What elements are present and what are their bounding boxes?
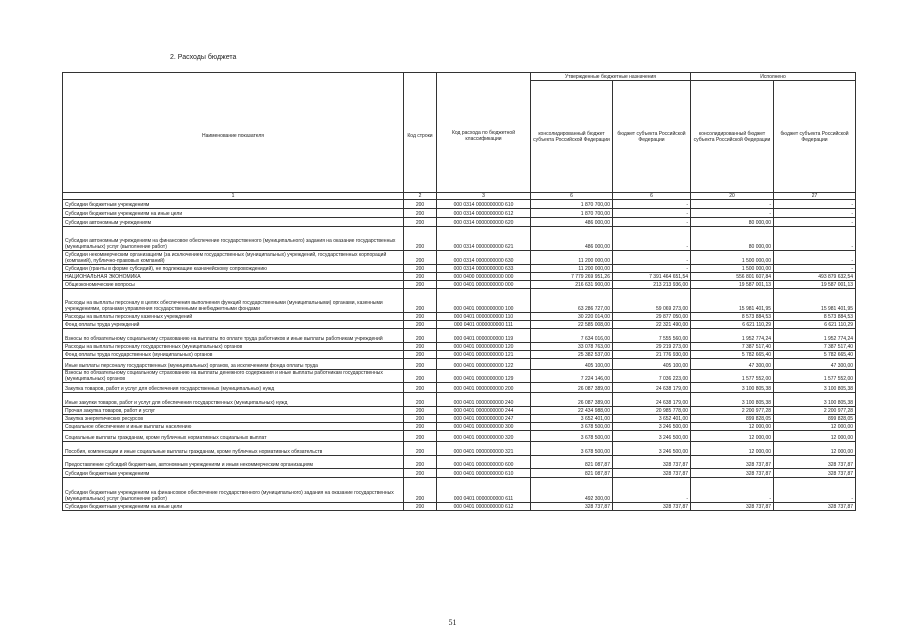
row-consolidated-executed: 15 981 401,95 — [691, 289, 774, 313]
row-name: Субсидии бюджетным учреждениям — [63, 469, 404, 478]
table-row — [63, 469, 856, 478]
row-subject-executed: 899 828,05 — [774, 415, 856, 423]
row-consolidated-approved: 3 652 401,00 — [531, 415, 613, 423]
table-row — [63, 503, 856, 511]
row-subject-approved: 3 246 500,00 — [613, 423, 691, 431]
row-subject-executed: 12 000,00 — [774, 423, 856, 431]
row-name: Расходы на выплаты персоналу в целях обеспечения выполнения функций государственными (муниципальными) органами, казенными учреждениями, органами управления государственными внебюджетными фондами — [63, 289, 404, 313]
table-row — [63, 329, 856, 343]
row-budget-code: 000 0401 0000000000 247 — [437, 415, 531, 423]
row-subject-executed: 12 000,00 — [774, 442, 856, 456]
table-row — [63, 343, 856, 351]
row-consolidated-executed: 328 737,87 — [691, 469, 774, 478]
row-consolidated-executed: 3 100 805,38 — [691, 393, 774, 407]
header-number-row — [63, 193, 856, 200]
row-budget-code: 000 0401 0000000000 244 — [437, 407, 531, 415]
row-subject-approved: 213 213 936,00 — [613, 281, 691, 289]
row-subject-executed: - — [774, 251, 856, 265]
row-code: 200 — [404, 383, 437, 393]
row-consolidated-executed: 7 387 517,40 — [691, 343, 774, 351]
table-row — [63, 393, 856, 407]
row-code: 200 — [404, 321, 437, 329]
row-budget-code: 000 0401 0000000000 120 — [437, 343, 531, 351]
row-name: Фонд оплаты труда государственных (муниципальных) органов — [63, 351, 404, 359]
row-subject-executed: 19 587 001,13 — [774, 281, 856, 289]
header-group-row — [63, 73, 856, 81]
row-name: Общеэкономические вопросы — [63, 281, 404, 289]
table-row — [63, 456, 856, 469]
row-code: 200 — [404, 289, 437, 313]
row-budget-code: 000 0401 0000000000 119 — [437, 329, 531, 343]
row-consolidated-executed: 328 737,87 — [691, 456, 774, 469]
header-subject-approved: бюджет субъекта Российской Федерации — [613, 81, 691, 193]
row-subject-approved: 3 246 500,00 — [613, 431, 691, 442]
header-consolidated-approved: консолидированный бюджет субъекта Российской Федерации — [531, 81, 613, 193]
row-consolidated-approved: 7 634 016,00 — [531, 329, 613, 343]
row-budget-code: 000 0401 0000000000 600 — [437, 456, 531, 469]
row-subject-approved: - — [613, 478, 691, 503]
row-subject-approved: - — [613, 209, 691, 218]
row-subject-executed: 5 782 665,40 — [774, 351, 856, 359]
row-consolidated-approved: 7 779 269 951,26 — [531, 273, 613, 281]
table-row — [63, 359, 856, 370]
header-num: 1 — [63, 193, 404, 200]
row-subject-approved: 29 219 273,00 — [613, 343, 691, 351]
row-budget-code: 000 0314 0000000000 633 — [437, 265, 531, 273]
row-consolidated-executed: 80 000,00 — [691, 218, 774, 227]
row-consolidated-executed: 5 782 665,40 — [691, 351, 774, 359]
table-row — [63, 351, 856, 359]
row-code: 200 — [404, 456, 437, 469]
row-code: 200 — [404, 218, 437, 227]
row-budget-code: 000 0314 0000000000 610 — [437, 200, 531, 209]
budget-expenditures-table — [62, 72, 856, 511]
row-code: 200 — [404, 442, 437, 456]
row-subject-executed: 8 573 884,53 — [774, 313, 856, 321]
row-name: Иные выплаты персоналу государственных (муниципальных) органов, за исключением фонда оплаты труда — [63, 359, 404, 370]
row-consolidated-approved: 821 087,87 — [531, 456, 613, 469]
row-subject-approved: 328 737,87 — [613, 503, 691, 511]
row-consolidated-executed: 6 621 110,29 — [691, 321, 774, 329]
header-blank-cell — [404, 73, 437, 81]
row-name: Взносы по обязательному социальному страхованию на выплаты по оплате труда работников и иные выплаты работникам учреждений — [63, 329, 404, 343]
row-consolidated-executed: 8 573 884,53 — [691, 313, 774, 321]
row-subject-executed: 3 100 805,38 — [774, 393, 856, 407]
row-consolidated-approved: 3 678 500,00 — [531, 423, 613, 431]
table-row — [63, 313, 856, 321]
row-name: Социальные выплаты гражданам, кроме публичных нормативных социальных выплат — [63, 431, 404, 442]
row-name: Закупка товаров, работ и услуг для обеспечения государственных (муниципальных) нужд — [63, 383, 404, 393]
row-subject-executed: - — [774, 478, 856, 503]
row-consolidated-approved: 1 870 700,00 — [531, 200, 613, 209]
row-name: Предоставление субсидий бюджетным, автономным учреждениям и иным некоммерческим организациям — [63, 456, 404, 469]
row-budget-code: 000 0401 0000000000 129 — [437, 370, 531, 383]
row-consolidated-approved: 22 585 008,00 — [531, 321, 613, 329]
row-subject-approved: 29 877 050,00 — [613, 313, 691, 321]
table-row — [63, 265, 856, 273]
page-number: 51 — [448, 618, 457, 627]
row-subject-approved: 3 246 500,00 — [613, 442, 691, 456]
row-subject-executed: - — [774, 218, 856, 227]
row-subject-approved: 3 652 401,00 — [613, 415, 691, 423]
row-consolidated-executed: 47 300,00 — [691, 359, 774, 370]
row-consolidated-executed: 12 000,00 — [691, 431, 774, 442]
table-row — [63, 209, 856, 218]
row-consolidated-approved: 26 087 389,00 — [531, 393, 613, 407]
row-name: НАЦИОНАЛЬНАЯ ЭКОНОМИКА — [63, 273, 404, 281]
row-consolidated-approved: 486 000,00 — [531, 218, 613, 227]
row-code: 200 — [404, 415, 437, 423]
row-budget-code: 000 0401 0000000000 110 — [437, 313, 531, 321]
row-name: Расходы на выплаты персоналу государственных (муниципальных) органов — [63, 343, 404, 351]
row-consolidated-executed: 19 587 001,13 — [691, 281, 774, 289]
row-code: 200 — [404, 227, 437, 251]
row-code: 200 — [404, 343, 437, 351]
row-consolidated-executed: 556 801 607,84 — [691, 273, 774, 281]
row-consolidated-approved: 22 434 988,00 — [531, 407, 613, 415]
row-budget-code: 000 0401 0000000000 240 — [437, 393, 531, 407]
row-consolidated-approved: 3 678 500,00 — [531, 431, 613, 442]
row-subject-executed: 493 879 632,54 — [774, 273, 856, 281]
row-consolidated-approved: 7 224 146,00 — [531, 370, 613, 383]
row-consolidated-executed: - — [691, 209, 774, 218]
row-consolidated-executed: 899 828,05 — [691, 415, 774, 423]
row-budget-code: 000 0314 0000000000 630 — [437, 251, 531, 265]
row-name: Субсидии (гранты в форме субсидий), не подлежащие казначейскому сопровождению — [63, 265, 404, 273]
row-name: Субсидии бюджетным учреждениям — [63, 200, 404, 209]
table-row — [63, 370, 856, 383]
row-consolidated-approved: 1 870 700,00 — [531, 209, 613, 218]
table-row — [63, 273, 856, 281]
row-subject-approved: 7 555 560,00 — [613, 329, 691, 343]
row-code: 200 — [404, 503, 437, 511]
row-subject-approved: 24 638 179,00 — [613, 383, 691, 393]
row-budget-code: 000 0314 0000000000 621 — [437, 227, 531, 251]
row-consolidated-executed: 1 500 000,00 — [691, 251, 774, 265]
row-code: 200 — [404, 423, 437, 431]
row-subject-executed: 1 952 774,24 — [774, 329, 856, 343]
row-subject-approved: - — [613, 200, 691, 209]
row-code: 200 — [404, 478, 437, 503]
row-consolidated-approved: 11 200 000,00 — [531, 251, 613, 265]
header-main-row — [63, 81, 856, 193]
row-subject-approved: 328 737,87 — [613, 469, 691, 478]
row-consolidated-executed: 1 577 552,00 — [691, 370, 774, 383]
row-budget-code: 000 0401 0000000000 611 — [437, 478, 531, 503]
row-consolidated-executed: 12 000,00 — [691, 442, 774, 456]
row-subject-approved: - — [613, 218, 691, 227]
row-budget-code: 000 0401 0000000000 610 — [437, 469, 531, 478]
row-code: 200 — [404, 273, 437, 281]
row-code: 200 — [404, 251, 437, 265]
row-consolidated-approved: 328 737,87 — [531, 503, 613, 511]
row-subject-approved: 405 100,00 — [613, 359, 691, 370]
row-consolidated-approved: 25 382 537,00 — [531, 351, 613, 359]
row-subject-executed: 2 200 977,28 — [774, 407, 856, 415]
row-code: 200 — [404, 313, 437, 321]
row-subject-executed: 6 621 110,29 — [774, 321, 856, 329]
row-budget-code: 000 0401 0000000000 122 — [437, 359, 531, 370]
row-subject-approved: 7 391 464 651,54 — [613, 273, 691, 281]
row-consolidated-executed: 328 737,87 — [691, 503, 774, 511]
row-consolidated-approved: 405 100,00 — [531, 359, 613, 370]
row-subject-approved: - — [613, 265, 691, 273]
row-consolidated-executed: 80 000,00 — [691, 227, 774, 251]
table-row — [63, 227, 856, 251]
row-subject-approved: 20 985 778,00 — [613, 407, 691, 415]
header-group-approved: Утвержденные бюджетные назначения — [531, 73, 691, 81]
header-group-executed: Исполнено — [691, 73, 856, 81]
row-budget-code: 000 0401 0000000000 111 — [437, 321, 531, 329]
row-consolidated-executed: 1 952 774,24 — [691, 329, 774, 343]
row-name: Фонд оплаты труда учреждений — [63, 321, 404, 329]
row-subject-executed: 1 577 552,00 — [774, 370, 856, 383]
row-subject-executed: - — [774, 265, 856, 273]
row-subject-executed: 7 387 517,40 — [774, 343, 856, 351]
row-subject-executed: 12 000,00 — [774, 431, 856, 442]
row-code: 200 — [404, 265, 437, 273]
table-row — [63, 407, 856, 415]
table-row — [63, 251, 856, 265]
row-subject-executed: - — [774, 209, 856, 218]
row-subject-approved: 7 036 223,00 — [613, 370, 691, 383]
header-row-code: Код строки — [404, 81, 437, 193]
row-consolidated-approved: 486 000,00 — [531, 227, 613, 251]
row-consolidated-approved: 216 631 900,00 — [531, 281, 613, 289]
row-code: 200 — [404, 393, 437, 407]
table-row — [63, 289, 856, 313]
row-consolidated-approved: 26 087 389,00 — [531, 383, 613, 393]
header-subject-executed: бюджет субъекта Российской Федерации — [774, 81, 856, 193]
row-consolidated-approved: 3 678 500,00 — [531, 442, 613, 456]
row-code: 200 — [404, 200, 437, 209]
row-subject-approved: 328 737,87 — [613, 456, 691, 469]
header-num: 3 — [437, 193, 531, 200]
row-budget-code: 000 0314 0000000000 620 — [437, 218, 531, 227]
header-budget-code: Код расхода по бюджетной классификации — [437, 81, 531, 193]
header-num: 6 — [531, 193, 613, 200]
table-row — [63, 281, 856, 289]
header-num: 20 — [691, 193, 774, 200]
row-name: Взносы по обязательному социальному страхованию на выплаты денежного содержания и иные выплаты работникам государственных (муниципальных) органов — [63, 370, 404, 383]
row-name: Субсидии бюджетным учреждениям на иные цели — [63, 503, 404, 511]
header-blank-cell — [63, 73, 404, 81]
row-budget-code: 000 0401 0000000000 612 — [437, 503, 531, 511]
row-name: Субсидии автономным учреждениям на финансовое обеспечение государственного (муниципального) задания на оказание государственных (муниципальных) услуг (выполнение работ) — [63, 227, 404, 251]
row-subject-approved: - — [613, 251, 691, 265]
row-budget-code: 000 0314 0000000000 612 — [437, 209, 531, 218]
row-name: Субсидии некоммерческим организациям (за исключением государственных (муниципальных) учреждений, государственных корпораций (компаний), публично-правовых компаний) — [63, 251, 404, 265]
row-budget-code: 000 0401 0000000000 320 — [437, 431, 531, 442]
table-row — [63, 415, 856, 423]
row-subject-executed: 15 981 401,95 — [774, 289, 856, 313]
row-code: 200 — [404, 359, 437, 370]
row-consolidated-executed: - — [691, 200, 774, 209]
row-consolidated-executed: 12 000,00 — [691, 423, 774, 431]
row-subject-executed: 328 737,87 — [774, 469, 856, 478]
row-code: 200 — [404, 329, 437, 343]
row-consolidated-executed: 1 500 000,00 — [691, 265, 774, 273]
row-consolidated-approved: 63 286 727,00 — [531, 289, 613, 313]
row-consolidated-executed: 2 200 977,28 — [691, 407, 774, 415]
table-row — [63, 200, 856, 209]
table-row — [63, 442, 856, 456]
header-blank-cell — [437, 73, 531, 81]
row-code: 200 — [404, 351, 437, 359]
row-consolidated-approved: 30 220 014,00 — [531, 313, 613, 321]
row-budget-code: 000 0401 0000000000 000 — [437, 281, 531, 289]
row-budget-code: 000 0401 0000000000 321 — [437, 442, 531, 456]
table-row — [63, 423, 856, 431]
row-code: 200 — [404, 431, 437, 442]
row-subject-executed: - — [774, 227, 856, 251]
row-name: Пособия, компенсации и иные социальные выплаты гражданам, кроме публичных нормативных обязательств — [63, 442, 404, 456]
row-subject-approved: 24 638 179,00 — [613, 393, 691, 407]
row-subject-executed: 328 737,87 — [774, 456, 856, 469]
header-consolidated-executed: консолидированный бюджет субъекта Российской Федерации — [691, 81, 774, 193]
row-subject-approved: - — [613, 227, 691, 251]
header-num: 27 — [774, 193, 856, 200]
row-subject-executed: 47 300,00 — [774, 359, 856, 370]
table-row — [63, 218, 856, 227]
row-budget-code: 000 0401 0000000000 100 — [437, 289, 531, 313]
row-name: Расходы на выплаты персоналу казенных учреждений — [63, 313, 404, 321]
table-body — [63, 200, 856, 511]
table-row — [63, 478, 856, 503]
row-name: Прочая закупка товаров, работ и услуг — [63, 407, 404, 415]
table-row — [63, 383, 856, 393]
row-subject-executed: - — [774, 200, 856, 209]
row-consolidated-executed: 3 100 805,38 — [691, 383, 774, 393]
row-consolidated-approved: 33 078 763,00 — [531, 343, 613, 351]
row-subject-approved: 22 321 490,00 — [613, 321, 691, 329]
table-row — [63, 321, 856, 329]
row-consolidated-approved: 821 087,87 — [531, 469, 613, 478]
row-name: Субсидии автономным учреждениям — [63, 218, 404, 227]
row-budget-code: 000 0401 0000000000 300 — [437, 423, 531, 431]
row-name: Субсидии бюджетным учреждениям на иные цели — [63, 209, 404, 218]
row-name: Иные закупки товаров, работ и услуг для обеспечения государственных (муниципальных) нужд — [63, 393, 404, 407]
row-code: 200 — [404, 407, 437, 415]
row-subject-executed: 328 737,87 — [774, 503, 856, 511]
header-name: Наименование показателя — [63, 81, 404, 193]
row-consolidated-approved: 492 300,00 — [531, 478, 613, 503]
row-subject-approved: 59 069 273,00 — [613, 289, 691, 313]
row-code: 200 — [404, 281, 437, 289]
row-code: 200 — [404, 370, 437, 383]
section-title: 2. Расходы бюджета — [170, 54, 237, 61]
row-budget-code: 000 0401 0000000000 200 — [437, 383, 531, 393]
row-budget-code: 000 0401 0000000000 121 — [437, 351, 531, 359]
row-consolidated-executed: - — [691, 478, 774, 503]
row-name: Закупка энергетических ресурсов — [63, 415, 404, 423]
header-num: 2 — [404, 193, 437, 200]
row-name: Социальное обеспечение и иные выплаты населению — [63, 423, 404, 431]
row-name: Субсидии бюджетным учреждениям на финансовое обеспечение государственного (муниципального) задания на оказание государственных (муниципальных) услуг (выполнение работ) — [63, 478, 404, 503]
row-code: 200 — [404, 469, 437, 478]
table-row — [63, 431, 856, 442]
row-consolidated-approved: 11 200 000,00 — [531, 265, 613, 273]
row-budget-code: 000 0400 0000000000 000 — [437, 273, 531, 281]
row-subject-executed: 3 100 805,38 — [774, 383, 856, 393]
row-subject-approved: 21 776 930,00 — [613, 351, 691, 359]
header-num: 6 — [613, 193, 691, 200]
row-code: 200 — [404, 209, 437, 218]
